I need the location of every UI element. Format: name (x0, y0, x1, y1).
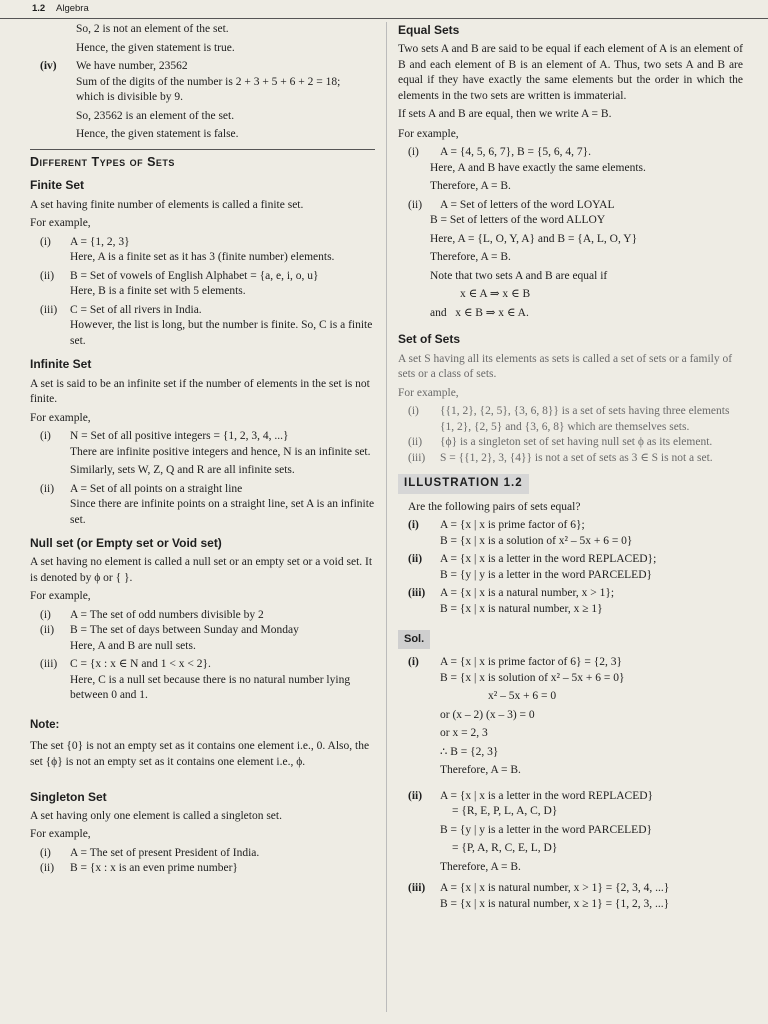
item-number: (iii) (40, 303, 58, 316)
item-number: (i) (40, 608, 51, 621)
item-sub: There are infinite positive integers and hence, N is an infinite set. (70, 445, 371, 458)
item-sub: Since there are infinite points on a straight line, set A is an infinite set. (70, 498, 375, 526)
list-item (398, 586, 743, 602)
set-of-sets-heading: Set of Sets (398, 332, 461, 347)
item-text: A = {x | x is a natural number, x > 1}; (440, 587, 615, 600)
equal-if-line: If sets A and B are equal, then we write A = B. (398, 108, 612, 121)
solution-line: B = {x | x is natural number, x ≥ 1} = {1, 2, 3, ...} (440, 897, 670, 910)
list-item (398, 145, 743, 161)
item-text: {ϕ} is a singleton set of set having null set ϕ as its element. (440, 436, 713, 449)
solution-line: or (x – 2) (x – 3) = 0 (440, 708, 535, 721)
item-number: (i) (408, 405, 419, 418)
intro-line: So, 2 is not an element of the set. (76, 23, 229, 35)
implication-line (398, 306, 743, 322)
item-number: (i) (408, 519, 419, 532)
item-text: A = {x | x is prime factor of 6} = {2, 3} (440, 656, 623, 669)
item-text: C = {x : x ∈ N and 1 < x < 2}. (70, 658, 211, 671)
item-number: (ii) (408, 789, 423, 802)
right-column (398, 22, 743, 915)
note-text: The set {0} is not an empty set as it contains one element i.e., 0. Also, the set {ϕ} is not an empty set as it contains one element i.e., ϕ. (30, 740, 370, 768)
item-number: (i) (408, 656, 419, 669)
null-set-heading: Null set (or Empty set or Void set) (30, 536, 222, 551)
solution-line: = {R, E, P, L, A, C, D} (452, 805, 558, 818)
equal-definition: Two sets A and B are said to be equal if each element of A is an element of B and each element of B is an element of A. Thus, two sets A and B are equal if they have exactly the same elements but the order in which the elements in the two sets are written is immaterial. (398, 43, 743, 102)
solution-line: or x = 2, 3 (440, 727, 488, 740)
item-text: {{1, 2}, {2, 5}, {3, 6, 8}} is a set of sets having three elements {1, 2}, {2, 5} and {3, 6, 8} which are themselves sets. (440, 405, 730, 433)
set-of-sets-definition: A set S having all its elements as sets is called a set of sets or a family of sets or a class of sets. (398, 352, 733, 381)
section-heading-types: Different Types of Sets (30, 149, 375, 171)
item-number: (i) (40, 846, 51, 859)
item-sub: Therefore, A = B. (430, 180, 511, 193)
item-text: B = The set of days between Sunday and Monday (70, 624, 299, 637)
item-number: (ii) (408, 436, 423, 449)
item-number: (ii) (40, 862, 55, 875)
list-item (30, 269, 375, 285)
equal-sets-heading: Equal Sets (398, 23, 460, 37)
solution-line: ∴ B = {2, 3} (440, 745, 499, 758)
item-sub: Here, A is a finite set as it has 3 (finite number) elements. (70, 251, 335, 264)
item-sub: Similarly, sets W, Z, Q and R are all infinite sets. (70, 464, 295, 477)
item-number: (ii) (408, 553, 423, 566)
item-number: (iii) (40, 658, 58, 671)
intro-line: Hence, the given statement is true. (76, 41, 235, 54)
list-item (398, 435, 743, 451)
list-item (30, 235, 375, 251)
list-item (30, 608, 375, 624)
item-number: (iii) (408, 451, 426, 464)
item-number: (iii) (408, 587, 426, 600)
solution-line: B = {x | x is solution of x² – 5x + 6 = 0} (440, 671, 625, 684)
item-sub: Therefore, A = B. (430, 251, 511, 264)
item-sub: Here, A and B have exactly the same elements. (430, 161, 646, 174)
item-sub: B = Set of letters of the word ALLOY (430, 214, 606, 227)
item-text: We have number, 23562 (76, 60, 188, 73)
example-label: For example, (398, 386, 459, 399)
item-number: (ii) (408, 198, 423, 211)
item-sub: B = {x | x is natural number, x ≥ 1} (440, 602, 603, 615)
list-item (398, 655, 743, 671)
illustration-badge: ILLUSTRATION 1.2 (398, 474, 529, 494)
and-word: and (430, 306, 447, 319)
list-item (30, 861, 375, 877)
list-item (398, 881, 743, 897)
item-sub: However, the list is long, but the number is finite. So, C is a finite set. (70, 319, 373, 347)
singleton-heading: Singleton Set (30, 789, 107, 804)
left-column (30, 22, 375, 877)
solution-line: x² – 5x + 6 = 0 (488, 690, 557, 703)
example-label: For example, (30, 411, 91, 424)
item-sub: Here, A and B are null sets. (70, 639, 196, 652)
page-header (0, 0, 768, 19)
item-line: Hence, the given statement is false. (76, 128, 239, 141)
item-sub: Here, B is a finite set with 5 elements. (70, 285, 246, 298)
example-label: For example, (398, 127, 459, 140)
item-sub: Here, C is a null set because there is no natural number lying between 0 and 1. (70, 673, 351, 702)
item-number: (iv) (40, 60, 57, 73)
item-number: (i) (408, 146, 419, 159)
item-sub: B = {x | x is a solution of x² – 5x + 6 = 0} (440, 534, 633, 547)
item-line: So, 23562 is an element of the set. (76, 109, 235, 122)
example-label: For example, (30, 828, 91, 841)
implication-line: x ∈ A ⇒ x ∈ B (460, 288, 531, 301)
item-number: (ii) (40, 269, 55, 282)
item-text: B = Set of vowels of English Alphabet = {a, e, i, o, u} (70, 269, 319, 282)
item-text: A = {x | x is prime factor of 6}; (440, 519, 585, 532)
item-text: A = {4, 5, 6, 7}, B = {5, 6, 4, 7}. (440, 146, 592, 159)
infinite-definition: A set is said to be an infinite set if the number of elements in the set is not finite. (30, 377, 370, 406)
solution-badge: Sol. (398, 630, 430, 649)
list-item (398, 789, 743, 805)
list-item (30, 429, 375, 445)
running-head: Algebra (56, 3, 89, 14)
item-sub: B = {y | y is a letter in the word PARCELED} (440, 568, 653, 581)
item-sub: Note that two sets A and B are equal if (430, 269, 608, 282)
illustration-question: Are the following pairs of sets equal? (408, 500, 581, 513)
item-number: (i) (40, 235, 51, 248)
list-item (398, 518, 743, 534)
list-item (30, 657, 375, 673)
infinite-heading: Infinite Set (30, 357, 92, 372)
page-number: 1.2 (32, 3, 46, 14)
solution-line: = {P, A, R, C, E, L, D} (452, 842, 558, 855)
null-definition: A set having no element is called a null set or an empty set or a void set. It is denoted by ϕ or { }. (30, 556, 373, 584)
example-label: For example, (30, 217, 91, 230)
finite-definition: A set having finite number of elements is called a finite set. (30, 198, 304, 211)
item-text: A = {x | x is natural number, x > 1} = {2, 3, 4, ...} (440, 882, 670, 895)
list-item (30, 303, 375, 319)
list-item (398, 552, 743, 568)
list-item (30, 623, 375, 639)
item-text: A = The set of present President of India. (70, 846, 260, 859)
item-number: (iii) (408, 882, 426, 895)
item-text: A = Set of letters of the word LOYAL (440, 198, 615, 211)
list-item (30, 59, 375, 75)
finite-heading: Finite Set (30, 178, 85, 193)
singleton-definition: A set having only one element is called a singleton set. (30, 809, 282, 822)
item-text: N = Set of all positive integers = {1, 2, 3, 4, ...} (70, 430, 289, 443)
list-item (30, 482, 375, 498)
item-text: A = {x | x is a letter in the word REPLACED}; (440, 553, 657, 566)
item-text: S = {{1, 2}, 3, {4}} is not a set of sets as 3 ∈ S is not a set. (440, 451, 713, 464)
item-number: (ii) (40, 482, 55, 495)
item-text: A = {x | x is a letter in the word REPLACED} (440, 789, 654, 802)
column-divider (386, 22, 387, 1012)
note-heading: Note: (30, 718, 60, 731)
item-sub: Here, A = {L, O, Y, A} and B = {A, L, O, Y} (430, 232, 638, 245)
solution-line: Therefore, A = B. (440, 860, 521, 873)
item-text: A = Set of all points on a straight line (70, 482, 243, 495)
example-label: For example, (30, 590, 91, 603)
item-text: B = {x : x is an even prime number} (70, 862, 238, 875)
implication-text: x ∈ B ⇒ x ∈ A. (455, 306, 529, 319)
item-text: C = Set of all rivers in India. (70, 303, 202, 316)
item-text: A = {1, 2, 3} (70, 235, 130, 248)
item-line: which is divisible by 9. (76, 91, 184, 104)
list-item (398, 451, 743, 467)
list-item (398, 404, 743, 435)
item-number: (ii) (40, 624, 55, 637)
item-number: (i) (40, 430, 51, 443)
list-item (30, 846, 375, 862)
solution-line: B = {y | y is a letter in the word PARCELED} (440, 823, 653, 836)
list-item (398, 198, 743, 214)
item-line: Sum of the digits of the number is 2 + 3 + 5 + 6 + 2 = 18; (76, 75, 341, 88)
solution-line: Therefore, A = B. (440, 764, 521, 777)
item-text: A = The set of odd numbers divisible by 2 (70, 608, 264, 621)
